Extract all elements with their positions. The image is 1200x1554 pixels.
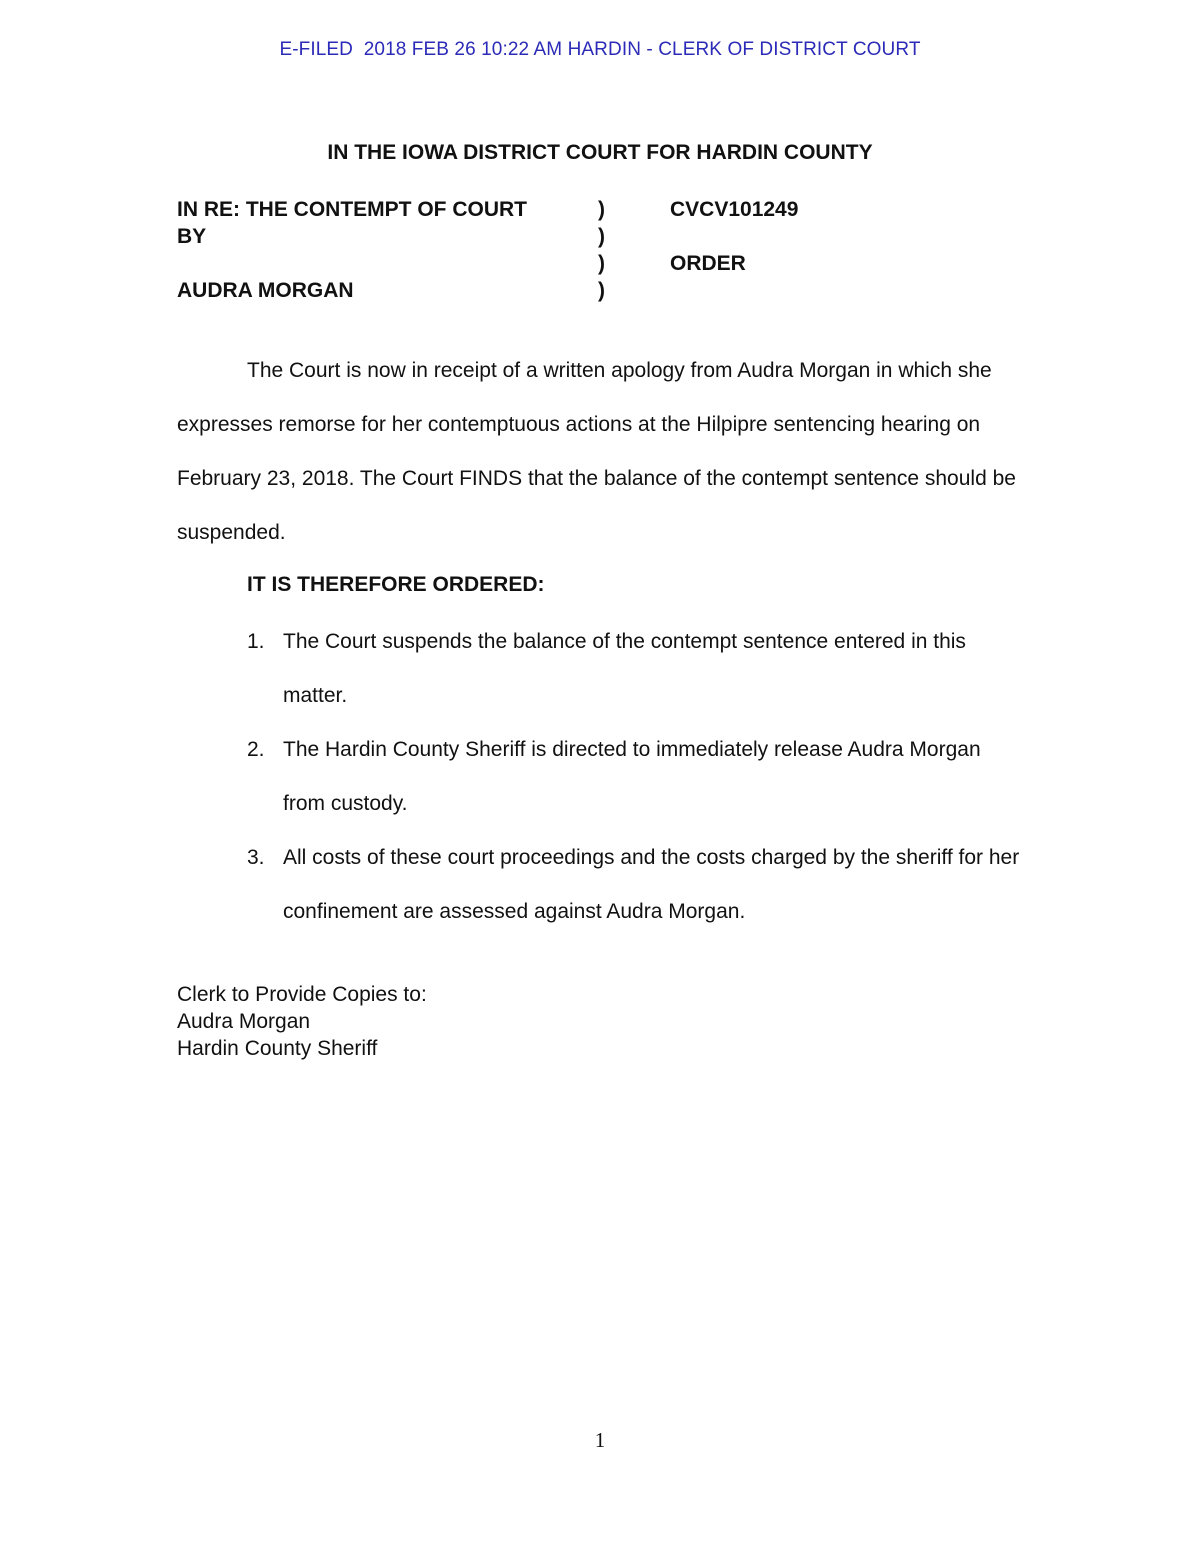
order-item — [247, 723, 1027, 831]
order-text: The Court suspends the balance of the contempt sentence entered in this matter. — [283, 630, 966, 707]
order-number: 1. — [247, 630, 265, 653]
caption-parentheses — [598, 196, 618, 304]
efiled-stamp: E-FILED 2018 FEB 26 10:22 AM HARDIN - CLERK OF DISTRICT COURT — [279, 39, 921, 60]
order-text: The Hardin County Sheriff is directed to immediately release Audra Morgan from custody. — [283, 738, 981, 815]
document-type: ORDER — [670, 252, 746, 275]
copies-recipient: Hardin County Sheriff — [177, 1037, 378, 1060]
court-title: IN THE IOWA DISTRICT COURT FOR HARDIN COUNTY — [327, 141, 873, 164]
paren: ) — [598, 198, 605, 221]
copies-distribution — [177, 981, 427, 1062]
copies-recipient: Audra Morgan — [177, 1010, 311, 1033]
order-item — [247, 831, 1027, 939]
case-number: CVCV101249 — [670, 198, 799, 221]
caption-spacer — [670, 223, 970, 250]
order-list — [247, 615, 1027, 939]
caption-line: AUDRA MORGAN — [177, 279, 354, 302]
paragraph-text: The Court is now in receipt of a written apology from Audra Morgan in which she expresses remorse for her contemptuous actions at the Hilpipre sentencing hearing on February 23, 2018. The Court FINDS that the balance of the contempt sentence should be suspended. — [177, 359, 1016, 544]
copies-heading: Clerk to Provide Copies to: — [177, 983, 427, 1006]
caption-line: IN RE: THE CONTEMPT OF COURT — [177, 198, 527, 221]
paren: ) — [598, 225, 605, 248]
caption-parties — [177, 196, 597, 304]
caption-line: BY — [177, 225, 207, 248]
paren: ) — [598, 279, 605, 302]
order-number: 3. — [247, 846, 265, 869]
findings-paragraph — [177, 344, 1017, 560]
order-text: All costs of these court proceedings and the costs charged by the sheriff for her confinement are assessed against Audra Morgan. — [283, 846, 1020, 923]
caption-line — [177, 250, 597, 277]
caption-case-info — [670, 196, 970, 277]
paren: ) — [598, 252, 605, 275]
order-number: 2. — [247, 738, 265, 761]
page-number: 1 — [594, 1428, 606, 1452]
ordered-heading: IT IS THEREFORE ORDERED: — [247, 573, 545, 596]
order-item — [247, 615, 1027, 723]
